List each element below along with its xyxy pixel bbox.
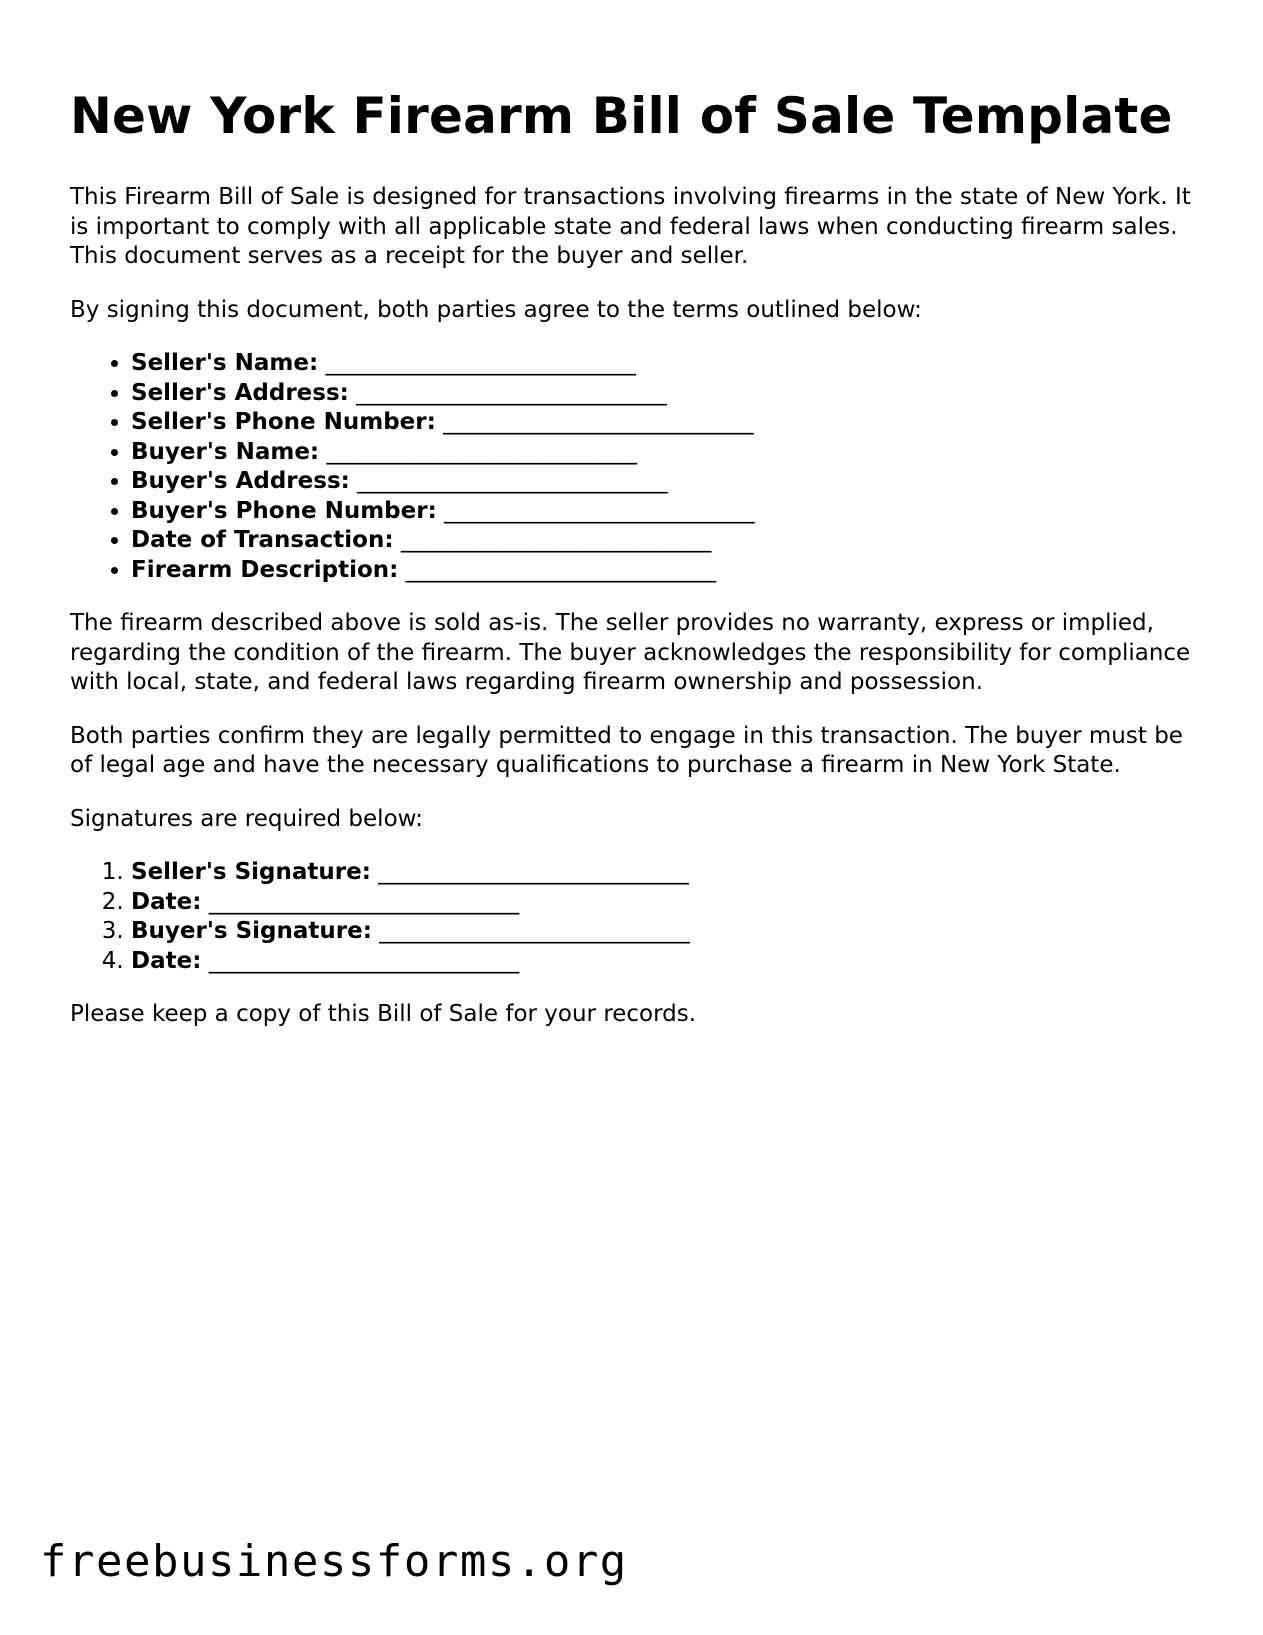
field-label-seller-name: Seller's Name:	[131, 350, 319, 376]
field-label-buyer-name: Buyer's Name:	[131, 438, 320, 465]
signatures-list	[70, 858, 1200, 976]
watermark: freebusinessforms.org	[40, 1536, 628, 1587]
list-item	[131, 917, 1200, 947]
signature-blank-buyer: ___________________________	[379, 918, 690, 944]
signature-label-seller: Seller's Signature:	[131, 859, 371, 885]
document-body	[70, 183, 1200, 1054]
list-item	[131, 438, 1200, 468]
confirm-paragraph: Both parties confirm they are legally permitted to engage in this transaction. The buyer must be of legal age and have the necessary qualifications to purchase a firearm in New York State.	[70, 722, 1183, 778]
field-blank-transaction-date: ___________________________	[400, 527, 712, 553]
signature-blank-buyer-date: ___________________________	[208, 947, 520, 974]
as-is-paragraph: The firearm described above is sold as-is. The seller provides no warranty, express or implied, regarding the condition of the firearm. The buyer acknowledges the responsibility for compliance with local, state, and federal laws regarding firearm ownership and possession.	[70, 610, 1191, 695]
list-item	[131, 379, 1200, 409]
closing-paragraph: Please keep a copy of this Bill of Sale for your records.	[70, 1001, 697, 1027]
field-blank-seller-address: ___________________________	[356, 379, 667, 406]
field-label-firearm-description: Firearm Description:	[131, 556, 399, 583]
signature-blank-seller-date: ___________________________	[208, 888, 520, 915]
list-item	[131, 467, 1200, 497]
field-blank-buyer-address: ___________________________	[357, 468, 668, 494]
field-blank-buyer-name: ___________________________	[326, 438, 637, 465]
field-blank-seller-name: ___________________________	[325, 350, 636, 376]
list-item	[131, 497, 1200, 527]
list-item	[131, 858, 1200, 888]
field-label-buyer-address: Buyer's Address:	[131, 468, 350, 494]
agree-paragraph: By signing this document, both parties agree to the terms outlined below:	[70, 296, 922, 323]
field-blank-seller-phone: ___________________________	[443, 409, 754, 435]
list-item	[131, 947, 1200, 977]
field-label-transaction-date: Date of Transaction:	[131, 527, 394, 553]
signature-blank-seller: ___________________________	[378, 859, 689, 885]
signature-label-seller-date: Date:	[131, 888, 202, 915]
field-label-seller-phone: Seller's Phone Number:	[131, 409, 436, 435]
intro-paragraph: This Firearm Bill of Sale is designed for transactions involving firearms in the state of New York. It is important to comply with all applicable state and federal laws when conducting firearm sales. This document serves as a receipt for the buyer and seller.	[70, 184, 1191, 269]
list-item	[131, 349, 1200, 379]
party-details-list	[70, 349, 1200, 585]
field-blank-firearm-description: ___________________________	[405, 556, 717, 583]
signature-label-buyer-date: Date:	[131, 947, 202, 974]
field-label-seller-address: Seller's Address:	[131, 379, 349, 406]
field-blank-buyer-phone: ___________________________	[444, 497, 755, 524]
page-title: New York Firearm Bill of Sale Template	[70, 87, 1173, 145]
list-item	[131, 526, 1200, 556]
list-item	[131, 408, 1200, 438]
list-item	[131, 556, 1200, 586]
list-item	[131, 888, 1200, 918]
signature-label-buyer: Buyer's Signature:	[131, 918, 372, 944]
field-label-buyer-phone: Buyer's Phone Number:	[131, 497, 437, 524]
signatures-intro: Signatures are required below:	[70, 805, 423, 832]
